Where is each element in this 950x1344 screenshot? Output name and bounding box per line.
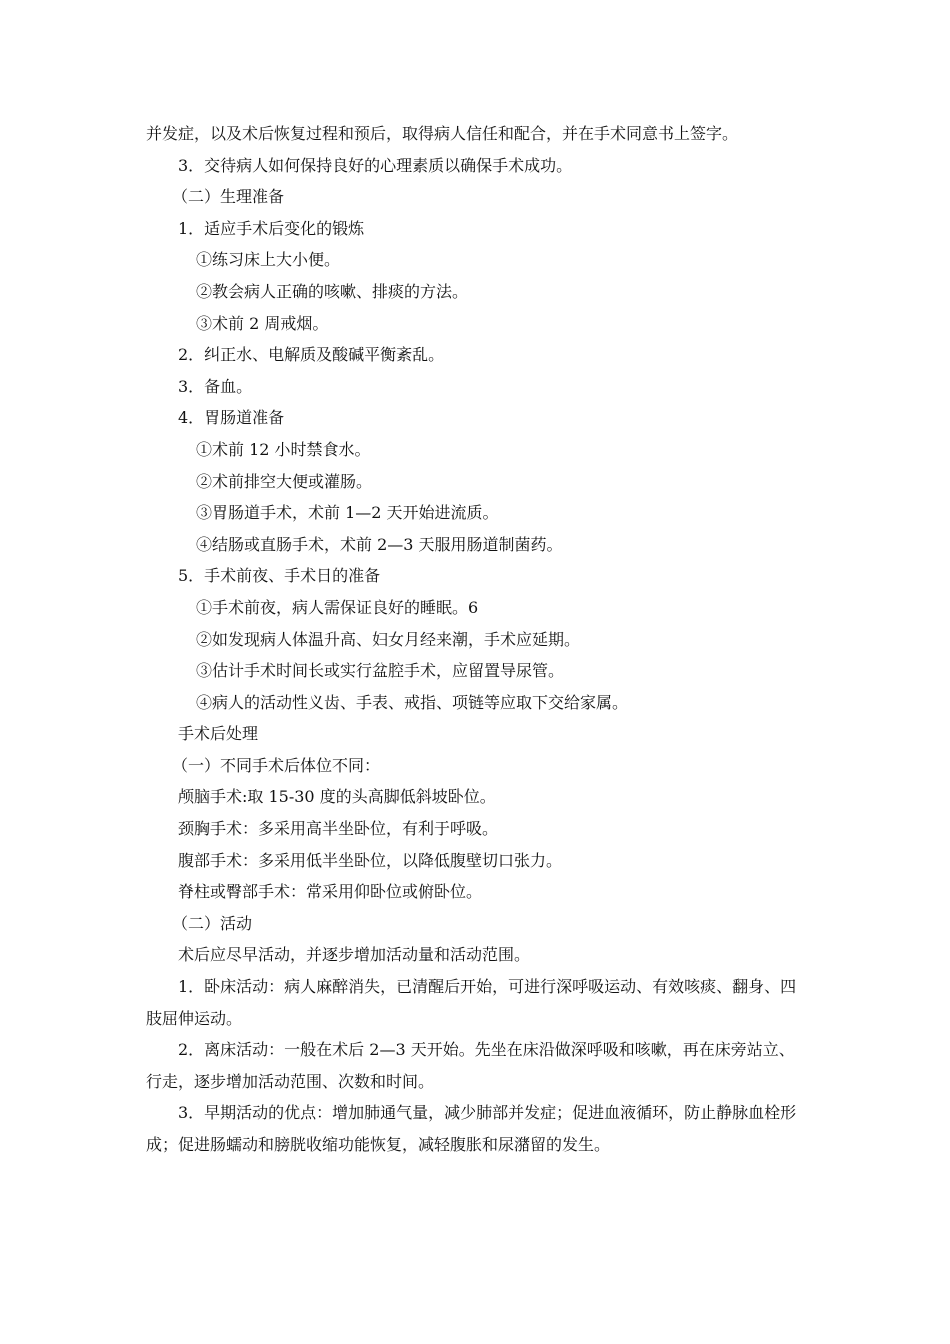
heading-activity: （二）活动 (172, 913, 253, 933)
subitem-liquid-diet: ③胃肠道手术，术前 1—2 天开始进流质。 (196, 503, 499, 523)
item-psychological-quality: 3．交待病人如何保持良好的心理素质以确保手术成功。 (178, 155, 573, 175)
item-bed-activity: 1．卧床活动：病人麻醉消失，已清醒后开始，可进行深呼吸运动、有效咳痰、翻身、四肢屈伸运动。 (146, 977, 797, 1028)
subitem-enema: ②术前排空大便或灌肠。 (196, 471, 373, 491)
subitem-remove-valuables: ④病人的活动性义齿、手表、戒指、项链等应取下交给家属。 (196, 692, 629, 712)
subitem-fasting: ①术前 12 小时禁食水。 (196, 439, 371, 459)
subitem-bed-toileting: ①练习床上大小便。 (196, 250, 341, 270)
subitem-postpone-surgery: ②如发现病人体温升高、妇女月经来潮，手术应延期。 (196, 629, 581, 649)
subitem-quit-smoking: ③术前 2 周戒烟。 (196, 313, 329, 333)
item-night-before-prep: 5．手术前夜、手术日的准备 (178, 566, 381, 586)
item-spine-buttock-surgery: 脊柱或臀部手术：常采用仰卧位或俯卧位。 (178, 882, 483, 902)
item-neck-chest-surgery: 颈胸手术：多采用高半坐卧位，有利于呼吸。 (178, 819, 499, 839)
item-early-activity-benefits: 3．早期活动的优点：增加肺通气量，减少肺部并发症；促进血液循环，防止静脉血栓形成；促进肠蠕动和膀胱收缩功能恢复，减轻腹胀和尿潴留的发生。 (146, 1103, 797, 1154)
paragraph-early-activity: 术后应尽早活动，并逐步增加活动量和活动范围。 (178, 945, 531, 965)
item-cranial-surgery: 颅脑手术:取 15-30 度的头高脚低斜坡卧位。 (178, 787, 496, 807)
item-gi-prep: 4．胃肠道准备 (178, 408, 285, 428)
subitem-cough-sputum: ②教会病人正确的咳嗽、排痰的方法。 (196, 281, 469, 301)
heading-postoperative-care: 手术后处理 (178, 724, 259, 744)
item-abdominal-surgery: 腹部手术：多采用低半坐卧位，以降低腹壁切口张力。 (178, 850, 563, 870)
item-adapt-exercise: 1．适应手术后变化的锻炼 (178, 218, 365, 238)
item-prepare-blood: 3．备血。 (178, 376, 253, 396)
document-body (146, 118, 810, 1161)
subitem-good-sleep: ①手术前夜，病人需保证良好的睡眠。6 (196, 597, 479, 617)
item-off-bed-activity: 2．离床活动：一般在术后 2—3 天开始。先坐在床沿做深呼吸和咳嗽，再在床旁站立、行走，逐步增加活动范围、次数和时间。 (146, 1040, 795, 1091)
item-correct-electrolytes: 2．纠正水、电解质及酸碱平衡紊乱。 (178, 345, 445, 365)
heading-positions: （一）不同手术后体位不同： (172, 755, 381, 775)
heading-physiological-prep: （二）生理准备 (172, 187, 285, 207)
paragraph-complications-consent: 并发症，以及术后恢复过程和预后，取得病人信任和配合，并在手术同意书上签字。 (146, 124, 739, 143)
subitem-bowel-antibiotics: ④结肠或直肠手术，术前 2—3 天服用肠道制菌药。 (196, 534, 563, 554)
subitem-urinary-catheter: ③估计手术时间长或实行盆腔手术，应留置导尿管。 (196, 661, 565, 681)
